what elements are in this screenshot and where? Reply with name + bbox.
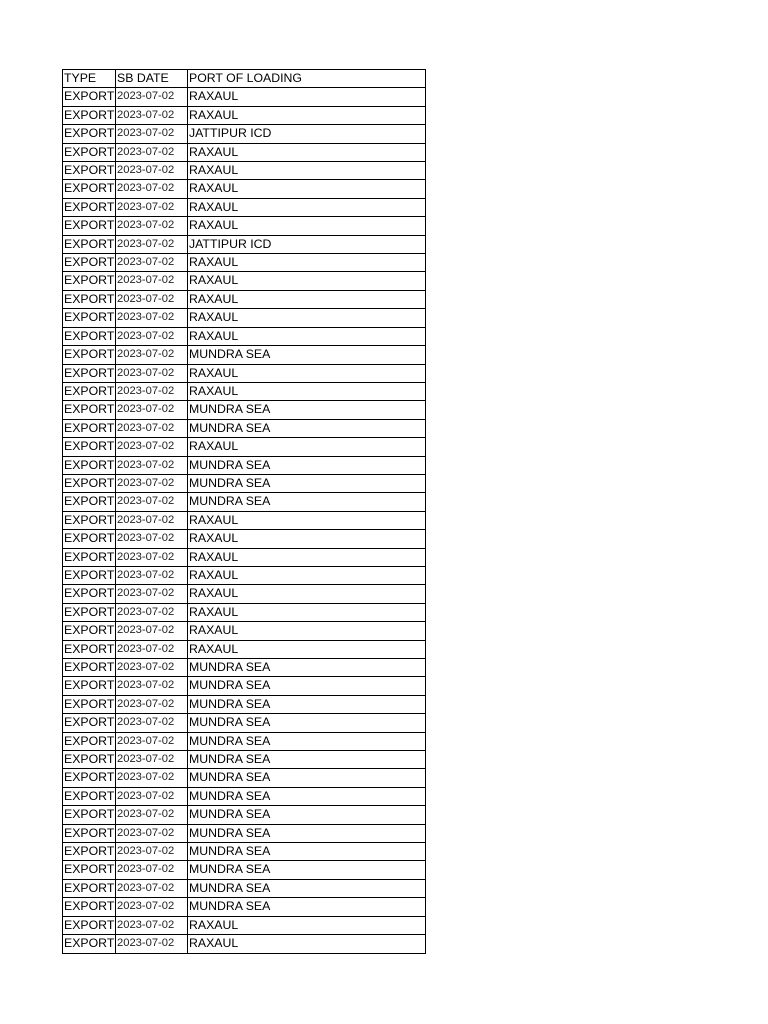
cell-port-of-loading: RAXAUL: [188, 290, 426, 308]
cell-sb-date: 2023-07-02: [116, 474, 188, 492]
table-row: [63, 566, 426, 584]
cell-sb-date: 2023-07-02: [116, 254, 188, 272]
cell-type: EXPORT: [63, 585, 116, 603]
table-row: [63, 787, 426, 805]
cell-port-of-loading: RAXAUL: [188, 622, 426, 640]
header-port-of-loading: PORT OF LOADING: [188, 70, 426, 88]
cell-sb-date: 2023-07-02: [116, 217, 188, 235]
table-row: [63, 180, 426, 198]
cell-port-of-loading: RAXAUL: [188, 566, 426, 584]
table-row: [63, 106, 426, 124]
cell-sb-date: 2023-07-02: [116, 198, 188, 216]
cell-sb-date: 2023-07-02: [116, 787, 188, 805]
table-row: [63, 916, 426, 934]
cell-sb-date: 2023-07-02: [116, 898, 188, 916]
cell-type: EXPORT: [63, 272, 116, 290]
cell-port-of-loading: MUNDRA SEA: [188, 787, 426, 805]
cell-port-of-loading: JATTIPUR ICD: [188, 235, 426, 253]
cell-type: EXPORT: [63, 879, 116, 897]
cell-type: EXPORT: [63, 456, 116, 474]
table-row: [63, 861, 426, 879]
table-row: [63, 456, 426, 474]
table-row: [63, 346, 426, 364]
table-body: [63, 88, 426, 953]
cell-type: EXPORT: [63, 106, 116, 124]
cell-port-of-loading: MUNDRA SEA: [188, 695, 426, 713]
cell-port-of-loading: RAXAUL: [188, 603, 426, 621]
cell-sb-date: 2023-07-02: [116, 714, 188, 732]
table-row: [63, 769, 426, 787]
cell-type: EXPORT: [63, 622, 116, 640]
cell-type: EXPORT: [63, 677, 116, 695]
cell-type: EXPORT: [63, 732, 116, 750]
cell-type: EXPORT: [63, 916, 116, 934]
cell-type: EXPORT: [63, 254, 116, 272]
cell-sb-date: 2023-07-02: [116, 309, 188, 327]
cell-sb-date: 2023-07-02: [116, 143, 188, 161]
cell-port-of-loading: RAXAUL: [188, 511, 426, 529]
cell-sb-date: 2023-07-02: [116, 622, 188, 640]
table-row: [63, 548, 426, 566]
header-type: TYPE: [63, 70, 116, 88]
cell-sb-date: 2023-07-02: [116, 916, 188, 934]
table-row: [63, 382, 426, 400]
table-row: [63, 290, 426, 308]
cell-sb-date: 2023-07-02: [116, 640, 188, 658]
cell-sb-date: 2023-07-02: [116, 493, 188, 511]
table-row: [63, 824, 426, 842]
cell-port-of-loading: MUNDRA SEA: [188, 732, 426, 750]
cell-port-of-loading: MUNDRA SEA: [188, 843, 426, 861]
cell-type: EXPORT: [63, 861, 116, 879]
cell-sb-date: 2023-07-02: [116, 677, 188, 695]
cell-port-of-loading: RAXAUL: [188, 364, 426, 382]
table-row: [63, 879, 426, 897]
cell-port-of-loading: RAXAUL: [188, 640, 426, 658]
cell-type: EXPORT: [63, 235, 116, 253]
cell-sb-date: 2023-07-02: [116, 456, 188, 474]
cell-port-of-loading: RAXAUL: [188, 309, 426, 327]
cell-sb-date: 2023-07-02: [116, 806, 188, 824]
cell-type: EXPORT: [63, 290, 116, 308]
cell-type: EXPORT: [63, 714, 116, 732]
table-row: [63, 530, 426, 548]
cell-sb-date: 2023-07-02: [116, 272, 188, 290]
cell-sb-date: 2023-07-02: [116, 843, 188, 861]
table-row: [63, 511, 426, 529]
cell-port-of-loading: RAXAUL: [188, 217, 426, 235]
table-row: [63, 162, 426, 180]
cell-type: EXPORT: [63, 695, 116, 713]
cell-sb-date: 2023-07-02: [116, 401, 188, 419]
cell-type: EXPORT: [63, 566, 116, 584]
cell-type: EXPORT: [63, 493, 116, 511]
table-row: [63, 677, 426, 695]
cell-sb-date: 2023-07-02: [116, 861, 188, 879]
cell-port-of-loading: MUNDRA SEA: [188, 714, 426, 732]
cell-sb-date: 2023-07-02: [116, 824, 188, 842]
cell-type: EXPORT: [63, 787, 116, 805]
cell-port-of-loading: RAXAUL: [188, 272, 426, 290]
cell-type: EXPORT: [63, 364, 116, 382]
cell-type: EXPORT: [63, 474, 116, 492]
table-row: [63, 235, 426, 253]
cell-type: EXPORT: [63, 346, 116, 364]
cell-type: EXPORT: [63, 824, 116, 842]
cell-port-of-loading: RAXAUL: [188, 254, 426, 272]
cell-sb-date: 2023-07-02: [116, 290, 188, 308]
export-table: [62, 69, 426, 954]
cell-port-of-loading: MUNDRA SEA: [188, 419, 426, 437]
cell-port-of-loading: MUNDRA SEA: [188, 861, 426, 879]
cell-port-of-loading: RAXAUL: [188, 143, 426, 161]
cell-type: EXPORT: [63, 511, 116, 529]
cell-port-of-loading: RAXAUL: [188, 327, 426, 345]
cell-sb-date: 2023-07-02: [116, 566, 188, 584]
cell-sb-date: 2023-07-02: [116, 511, 188, 529]
cell-port-of-loading: MUNDRA SEA: [188, 493, 426, 511]
cell-type: EXPORT: [63, 327, 116, 345]
cell-sb-date: 2023-07-02: [116, 235, 188, 253]
cell-type: EXPORT: [63, 162, 116, 180]
cell-type: EXPORT: [63, 438, 116, 456]
cell-sb-date: 2023-07-02: [116, 419, 188, 437]
cell-sb-date: 2023-07-02: [116, 382, 188, 400]
table-row: [63, 714, 426, 732]
cell-port-of-loading: MUNDRA SEA: [188, 659, 426, 677]
table-row: [63, 659, 426, 677]
cell-sb-date: 2023-07-02: [116, 769, 188, 787]
table-row: [63, 125, 426, 143]
table-row: [63, 309, 426, 327]
cell-type: EXPORT: [63, 548, 116, 566]
table-row: [63, 88, 426, 106]
cell-type: EXPORT: [63, 143, 116, 161]
table-row: [63, 327, 426, 345]
table-row: [63, 640, 426, 658]
table-row: [63, 143, 426, 161]
cell-port-of-loading: RAXAUL: [188, 382, 426, 400]
cell-port-of-loading: RAXAUL: [188, 106, 426, 124]
table-row: [63, 585, 426, 603]
cell-port-of-loading: RAXAUL: [188, 162, 426, 180]
table-row: [63, 843, 426, 861]
table-row: [63, 935, 426, 953]
cell-port-of-loading: MUNDRA SEA: [188, 769, 426, 787]
cell-sb-date: 2023-07-02: [116, 364, 188, 382]
cell-port-of-loading: MUNDRA SEA: [188, 456, 426, 474]
cell-port-of-loading: RAXAUL: [188, 548, 426, 566]
table-row: [63, 493, 426, 511]
table-header: [63, 70, 426, 88]
cell-type: EXPORT: [63, 640, 116, 658]
cell-port-of-loading: MUNDRA SEA: [188, 879, 426, 897]
cell-port-of-loading: RAXAUL: [188, 935, 426, 953]
cell-port-of-loading: MUNDRA SEA: [188, 806, 426, 824]
table-row: [63, 272, 426, 290]
cell-type: EXPORT: [63, 843, 116, 861]
table-row: [63, 603, 426, 621]
cell-type: EXPORT: [63, 769, 116, 787]
cell-type: EXPORT: [63, 659, 116, 677]
table-row: [63, 732, 426, 750]
cell-port-of-loading: RAXAUL: [188, 530, 426, 548]
cell-sb-date: 2023-07-02: [116, 88, 188, 106]
cell-sb-date: 2023-07-02: [116, 106, 188, 124]
cell-type: EXPORT: [63, 88, 116, 106]
table-row: [63, 364, 426, 382]
cell-type: EXPORT: [63, 401, 116, 419]
cell-type: EXPORT: [63, 419, 116, 437]
cell-type: EXPORT: [63, 806, 116, 824]
cell-sb-date: 2023-07-02: [116, 935, 188, 953]
table-row: [63, 622, 426, 640]
cell-type: EXPORT: [63, 898, 116, 916]
cell-sb-date: 2023-07-02: [116, 695, 188, 713]
cell-sb-date: 2023-07-02: [116, 548, 188, 566]
cell-port-of-loading: RAXAUL: [188, 180, 426, 198]
cell-sb-date: 2023-07-02: [116, 585, 188, 603]
cell-sb-date: 2023-07-02: [116, 659, 188, 677]
cell-port-of-loading: RAXAUL: [188, 916, 426, 934]
cell-port-of-loading: MUNDRA SEA: [188, 751, 426, 769]
table-row: [63, 695, 426, 713]
spreadsheet-page: [62, 69, 426, 954]
cell-port-of-loading: MUNDRA SEA: [188, 898, 426, 916]
cell-sb-date: 2023-07-02: [116, 530, 188, 548]
cell-sb-date: 2023-07-02: [116, 438, 188, 456]
cell-type: EXPORT: [63, 198, 116, 216]
cell-type: EXPORT: [63, 935, 116, 953]
cell-sb-date: 2023-07-02: [116, 751, 188, 769]
cell-sb-date: 2023-07-02: [116, 180, 188, 198]
cell-type: EXPORT: [63, 309, 116, 327]
cell-port-of-loading: RAXAUL: [188, 198, 426, 216]
table-row: [63, 198, 426, 216]
cell-type: EXPORT: [63, 125, 116, 143]
cell-type: EXPORT: [63, 603, 116, 621]
cell-port-of-loading: JATTIPUR ICD: [188, 125, 426, 143]
table-row: [63, 438, 426, 456]
cell-sb-date: 2023-07-02: [116, 346, 188, 364]
cell-type: EXPORT: [63, 382, 116, 400]
cell-port-of-loading: MUNDRA SEA: [188, 677, 426, 695]
cell-port-of-loading: MUNDRA SEA: [188, 401, 426, 419]
cell-sb-date: 2023-07-02: [116, 603, 188, 621]
cell-type: EXPORT: [63, 530, 116, 548]
table-row: [63, 474, 426, 492]
table-row: [63, 751, 426, 769]
cell-type: EXPORT: [63, 751, 116, 769]
cell-port-of-loading: RAXAUL: [188, 585, 426, 603]
table-row: [63, 254, 426, 272]
cell-sb-date: 2023-07-02: [116, 162, 188, 180]
cell-sb-date: 2023-07-02: [116, 125, 188, 143]
cell-port-of-loading: MUNDRA SEA: [188, 474, 426, 492]
table-row: [63, 217, 426, 235]
cell-port-of-loading: MUNDRA SEA: [188, 346, 426, 364]
cell-port-of-loading: RAXAUL: [188, 88, 426, 106]
table-row: [63, 806, 426, 824]
header-row: [63, 70, 426, 88]
cell-type: EXPORT: [63, 180, 116, 198]
cell-sb-date: 2023-07-02: [116, 327, 188, 345]
cell-type: EXPORT: [63, 217, 116, 235]
cell-port-of-loading: RAXAUL: [188, 438, 426, 456]
cell-sb-date: 2023-07-02: [116, 732, 188, 750]
table-row: [63, 898, 426, 916]
header-sb-date: SB DATE: [116, 70, 188, 88]
table-row: [63, 401, 426, 419]
cell-port-of-loading: MUNDRA SEA: [188, 824, 426, 842]
cell-sb-date: 2023-07-02: [116, 879, 188, 897]
table-row: [63, 419, 426, 437]
